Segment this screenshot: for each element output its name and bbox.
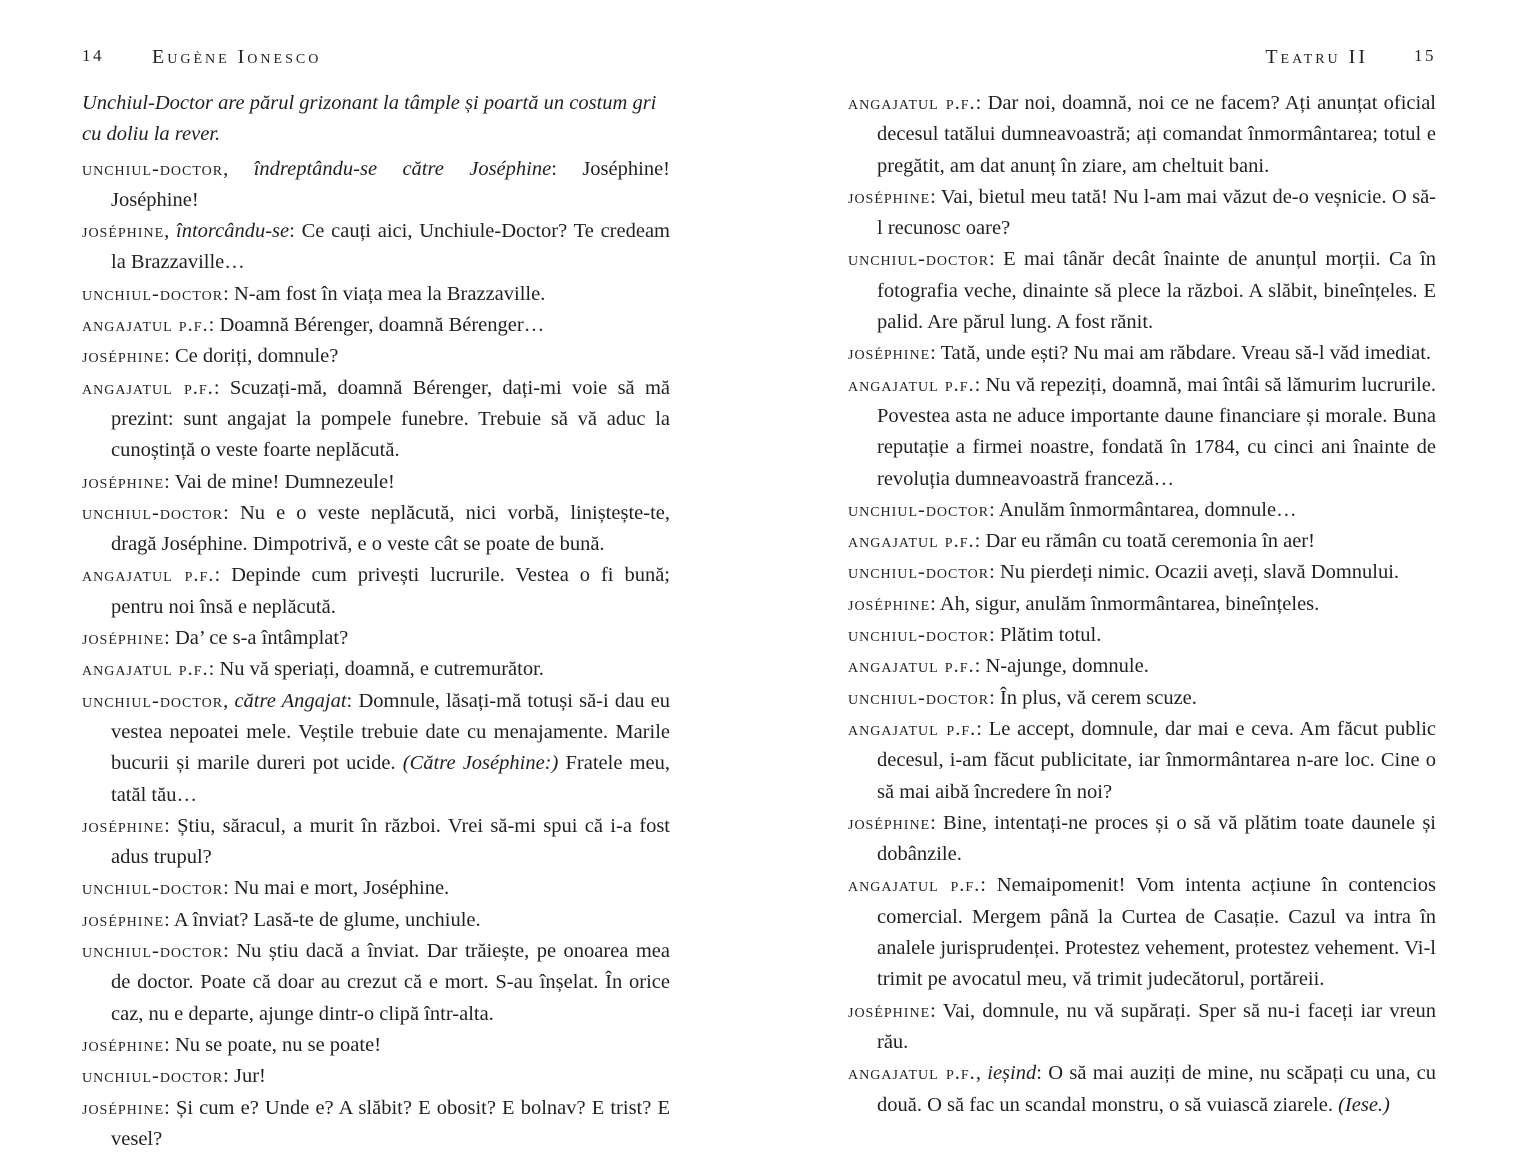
dialogue-text: Vai, domnule, nu vă supărați. Sper să nu-i faceți iar vreun rău. [877, 999, 1437, 1053]
dialogue-line: joséphine, întorcându-se: Ce cauți aici, Unchiule-Doctor? Te credeam la Brazzaville… [82, 220, 670, 274]
speaker-name: angajatul p.f. [82, 376, 214, 399]
speaker-name: angajatul p.f. [848, 530, 975, 553]
dialogue-text: Nu vă repeziți, doamnă, mai întâi să lămurim lucrurile. Povestea asta ne aduce importante daune financiare și morale. Buna reputație a firmei noastre, fondată în 1784, cu cinci ani înainte de revoluția dumneavoastră franceză… [877, 373, 1437, 490]
dialogue-text: Fratele meu, tatăl tău… [111, 752, 671, 806]
dialogue-text: Bine, intentați-ne proces și o să vă plătim toate daunele și dobânzile. [877, 811, 1436, 866]
stage-direction: Unchiul-Doctor are părul grizonant la tâmple și poartă un costum gri cu doliu la rever. [82, 92, 657, 146]
speaker-name: unchiul-doctor [82, 1065, 224, 1088]
dialogue-line: joséphine: Bine, intentați-ne proces și o să vă plătim toate daunele și dobânzile. [848, 811, 1436, 866]
dialogue-text: Scuzați-mă, doamnă Bérenger, dați-mi voie să mă prezint: sunt angajat la pompele funebre. Trebuie să vă aduc la cunoștință o veste foarte neplăcută. [111, 376, 671, 462]
dialogue-line: joséphine: Nu se poate, nu se poate! [82, 1033, 382, 1056]
speaker-name: joséphine [82, 1033, 165, 1056]
speaker-name: angajatul p.f. [848, 717, 977, 740]
speaker-name: joséphine [848, 811, 931, 834]
dialogue-list [82, 154, 670, 1156]
dialogue-text: Ah, sigur, anulăm înmormântarea, bineînțeles. [939, 592, 1320, 615]
dialogue-text: Jur! [233, 1065, 266, 1088]
dialogue-line: joséphine: Știu, săracul, a murit în război. Vrei să-mi spui că i-a fost adus trupul? [82, 814, 670, 869]
dialogue-text: Anulăm înmormântarea, domnule… [998, 498, 1297, 521]
speaker-name: unchiul-doctor [82, 940, 224, 963]
dialogue-text: Nu știu dacă a înviat. Dar trăiește, pe onoarea mea de doctor. Poate că doar au crezut că e mort. S-au înșelat. În orice caz, nu e departe, ajunge dintr-o clipă într-alta. [111, 940, 670, 1025]
dialogue-line: angajatul p.f.: Nu vă speriați, doamnă, e cutremurător. [82, 658, 544, 681]
dialogue-text: Depinde cum privești lucrurile. Vestea o fi bună; pentru noi însă e neplăcută. [111, 564, 670, 618]
speaker-name: unchiul-doctor [82, 282, 224, 305]
dialogue-text: Da’ ce s-a întâmplat? [174, 627, 349, 650]
dialogue-text: Dar noi, doamnă, noi ce ne facem? Ați anunțat oficial decesul tatălui dumneavoastră; ați comandat înmormântarea; totul e pregătit, am dat anunț în ziare, am cheltuit bani. [877, 92, 1436, 177]
page-number: 14 [82, 46, 104, 65]
page-number: 15 [1414, 46, 1436, 65]
dialogue-text: E mai tânăr decât înainte de anunțul morții. Ca în fotografia veche, dinainte să plece la război. A slăbit, bineînțeles. E palid. Are părul lung. A fost rănit. [877, 248, 1436, 334]
speaker-name: unchiul-doctor [848, 248, 990, 271]
dialogue-line: angajatul p.f.: Dar eu rămân cu toată ceremonia în aer! [848, 530, 1315, 553]
speaker-name: joséphine [82, 908, 165, 931]
dialogue-line: unchiul-doctor: Nu știu dacă a înviat. Dar trăiește, pe onoarea mea de doctor. Poate că doar au crezut că e mort. S-au înșelat. În orice caz, nu e departe, ajunge dintr-o clipă într-alta. [82, 940, 670, 1025]
speaker-direction: îndreptându-se către Joséphine [253, 157, 552, 180]
speaker-name: unchiul-doctor [848, 686, 990, 709]
dialogue-text: N-am fost în viața mea la Brazzaville. [233, 282, 546, 305]
speaker-name: angajatul p.f. [82, 314, 209, 337]
speaker-name: joséphine [848, 592, 931, 615]
left-page [82, 0, 670, 1160]
speaker-name: unchiul-doctor [82, 877, 224, 900]
dialogue-line: angajatul p.f.: Le accept, domnule, dar mai e ceva. Am făcut public decesul, i-am făcut publicitate, iar înmormântarea n-are loc. Cine o să mai aibă încredere în noi? [848, 717, 1437, 803]
speaker-name: angajatul p.f. [848, 874, 981, 897]
left-page-header [82, 46, 670, 72]
dialogue-line: joséphine: A înviat? Lasă-te de glume, unchiule. [82, 908, 481, 931]
dialogue-line: unchiul-doctor: E mai tânăr decât înainte de anunțul morții. Ca în fotografia veche, dinainte să plece la război. A slăbit, bineînțeles. E palid. Are părul lung. A fost rănit. [848, 248, 1436, 334]
dialogue-line: unchiul-doctor, către Angajat: Domnule, lăsați-mă totuși să-i dau eu vestea nepoatei mele. Veștile trebuie date cu menajamente. Marile bucurii și marile dureri pot ucide. (Către Joséphine:) Fratele meu, tatăl tău… [82, 689, 671, 806]
dialogue-line: unchiul-doctor: N-am fost în viața mea la Brazzaville. [82, 282, 546, 305]
speaker-name: joséphine [82, 814, 165, 837]
speaker-name: unchiul-doctor [848, 624, 990, 647]
speaker-name: joséphine [82, 345, 165, 368]
stage-aside: (Către Joséphine:) [402, 752, 559, 775]
dialogue-line: angajatul p.f.: Depinde cum privești lucrurile. Vestea o fi bună; pentru noi însă e neplăcută. [82, 564, 670, 618]
dialogue-line: angajatul p.f.: Nemaipomenit! Vom intenta acțiune în contencios comercial. Mergem până la Curtea de Casație. Cazul va intra în analele jurisprudenței. Protestez vehement, protestez vehement. Vi-l trimit pe avocatul meu, vă trimit judecătorul, portăreii. [848, 874, 1436, 991]
dialogue-line: angajatul p.f.: Doamnă Bérenger, doamnă Bérenger… [82, 314, 545, 337]
dialogue-text: Tată, unde ești? Nu mai am răbdare. Vreau să-l văd imediat. [940, 342, 1432, 365]
speaker-direction: ieșind [987, 1062, 1037, 1085]
dialogue-line: unchiul-doctor, îndreptându-se către Joséphine: Joséphine! Joséphine! [82, 157, 670, 211]
dialogue-line: unchiul-doctor: Jur! [82, 1065, 266, 1088]
dialogue-text: Ce doriți, domnule? [174, 345, 339, 368]
dialogue-text: Le accept, domnule, dar mai e ceva. Am făcut public decesul, i-am făcut publicitate, iar înmormântarea n-are loc. Cine o să mai aibă încredere în noi? [877, 717, 1437, 803]
speaker-name: joséphine [848, 342, 931, 365]
dialogue-text: Dar eu rămân cu toată ceremonia în aer! [985, 530, 1315, 553]
left-page-body [82, 88, 670, 1155]
speaker-name: unchiul-doctor [848, 498, 990, 521]
dialogue-line: unchiul-doctor: Nu e o veste neplăcută, nici vorbă, liniștește-te, dragă Joséphine. Dimpotrivă, e o veste cât se poate de bună. [82, 501, 670, 556]
speaker-name: joséphine [82, 470, 165, 493]
right-page [848, 0, 1436, 1160]
speaker-direction: întorcându-se [176, 220, 290, 243]
dialogue-line: joséphine: Vai, domnule, nu vă supărați. Sper să nu-i faceți iar vreun rău. [848, 999, 1437, 1053]
dialogue-line: joséphine: Vai de mine! Dumnezeule! [82, 470, 395, 493]
dialogue-text: Vai, bietul meu tată! Nu l-am mai văzut de-o veșnicie. O să-l recunosc oare? [877, 185, 1436, 240]
dialogue-text: Știu, săracul, a murit în război. Vrei să-mi spui că i-a fost adus trupul? [111, 814, 670, 869]
dialogue-line: unchiul-doctor: Anulăm înmormântarea, domnule… [848, 498, 1297, 521]
dialogue-line: unchiul-doctor: Nu mai e mort, Joséphine. [82, 877, 450, 900]
running-head: Teatru II [1265, 46, 1368, 68]
speaker-name: joséphine [82, 627, 165, 650]
dialogue-text: Vai de mine! Dumnezeule! [174, 470, 395, 493]
dialogue-line: angajatul p.f.: N-ajunge, domnule. [848, 655, 1149, 678]
dialogue-line: unchiul-doctor: Nu pierdeți nimic. Ocazii aveți, slavă Domnului. [848, 561, 1400, 584]
dialogue-text: Nu se poate, nu se poate! [174, 1033, 382, 1056]
right-page-body [848, 88, 1436, 1121]
dialogue-line: joséphine: Și cum e? Unde e? A slăbit? E obosit? E bolnav? E trist? E vesel? [82, 1096, 670, 1150]
dialogue-text: Nemaipomenit! Vom intenta acțiune în contencios comercial. Mergem până la Curtea de Casație. Cazul va intra în analele jurisprudenței. Protestez vehement, protestez vehement. Vi-l trimit pe avocatul meu, vă trimit judecătorul, portăreii. [877, 874, 1436, 991]
dialogue-line: angajatul p.f., ieșind: O să mai auziți de mine, nu scăpați cu una, cu două. O să fac un scandal monstru, o să vuiască ziarele. (Iese.) [848, 1062, 1436, 1116]
dialogue-text: O să mai auziți de mine, nu scăpați cu una, cu două. O să fac un scandal monstru, o să vuiască ziarele. [877, 1062, 1436, 1116]
dialogue-text: Nu e o veste neplăcută, nici vorbă, liniștește-te, dragă Joséphine. Dimpotrivă, e o veste cât se poate de bună. [111, 501, 670, 556]
dialogue-text: În plus, vă cerem scuze. [999, 686, 1197, 709]
dialogue-text: A înviat? Lasă-te de glume, unchiule. [173, 908, 481, 931]
dialogue-line: unchiul-doctor: Plătim totul. [848, 624, 1102, 647]
speaker-name: unchiul-doctor [82, 501, 224, 524]
dialogue-text: N-ajunge, domnule. [985, 655, 1149, 678]
dialogue-text: Domnule, lăsați-mă totuși să-i dau eu vestea nepoatei mele. Veștile trebuie date cu menajamente. Marile bucurii și marile dureri pot ucide. [111, 689, 671, 775]
dialogue-line: joséphine: Tată, unde ești? Nu mai am răbdare. Vreau să-l văd imediat. [848, 342, 1432, 365]
speaker-name: unchiul-doctor [82, 689, 224, 712]
dialogue-text: Nu mai e mort, Joséphine. [233, 877, 450, 900]
speaker-name: joséphine [848, 185, 931, 208]
dialogue-text: Și cum e? Unde e? A slăbit? E obosit? E bolnav? E trist? E vesel? [111, 1096, 670, 1150]
speaker-name: angajatul p.f. [82, 658, 209, 681]
dialogue-text: Nu vă speriați, doamnă, e cutremurător. [219, 658, 544, 681]
speaker-name: unchiul-doctor [82, 157, 224, 180]
right-page-header [848, 46, 1436, 72]
speaker-name: joséphine [848, 999, 931, 1022]
dialogue-line: joséphine: Vai, bietul meu tată! Nu l-am mai văzut de-o veșnicie. O să-l recunosc oare? [848, 185, 1436, 240]
speaker-direction: către Angajat [234, 689, 347, 712]
dialogue-text: Joséphine! Joséphine! [111, 157, 670, 211]
dialogue-line: angajatul p.f.: Nu vă repeziți, doamnă, mai întâi să lămurim lucrurile. Povestea asta ne aduce importante daune financiare și morale. Buna reputație a firmei noastre, fondată în 1784, cu cinci ani înainte de revoluția dumneavoastră franceză… [848, 373, 1437, 490]
speaker-name: unchiul-doctor [848, 561, 990, 584]
speaker-name: joséphine [82, 220, 165, 243]
dialogue-text: Nu pierdeți nimic. Ocazii aveți, slavă Domnului. [999, 561, 1400, 584]
dialogue-line: joséphine: Ah, sigur, anulăm înmormântarea, bineînțeles. [848, 592, 1320, 615]
dialogue-text: Ce cauți aici, Unchiule-Doctor? Te credeam la Brazzaville… [111, 220, 670, 274]
dialogue-line: angajatul p.f.: Dar noi, doamnă, noi ce ne facem? Ați anunțat oficial decesul tatălui dumneavoastră; ați comandat înmormântarea; totul e pregătit, am dat anunț în ziare, am cheltuit bani. [848, 92, 1436, 177]
speaker-name: angajatul p.f. [82, 564, 215, 587]
dialogue-line: joséphine: Da’ ce s-a întâmplat? [82, 627, 349, 650]
dialogue-list [848, 88, 1436, 1121]
dialogue-line: unchiul-doctor: În plus, vă cerem scuze. [848, 686, 1197, 709]
speaker-name: joséphine [82, 1096, 165, 1119]
running-head: Eugène Ionesco [152, 46, 322, 68]
dialogue-text: Plătim totul. [999, 624, 1102, 647]
speaker-name: angajatul p.f. [848, 92, 976, 114]
speaker-name: angajatul p.f. [848, 1062, 976, 1085]
dialogue-line: joséphine: Ce doriți, domnule? [82, 345, 339, 368]
stage-aside: (Iese.) [1338, 1093, 1390, 1116]
dialogue-line: angajatul p.f.: Scuzați-mă, doamnă Bérenger, dați-mi voie să mă prezint: sunt angajat la pompele funebre. Trebuie să vă aduc la cunoștință o veste foarte neplăcută. [82, 376, 671, 462]
speaker-name: angajatul p.f. [848, 655, 975, 678]
speaker-name: angajatul p.f. [848, 373, 975, 396]
dialogue-text: Doamnă Bérenger, doamnă Bérenger… [219, 314, 545, 337]
